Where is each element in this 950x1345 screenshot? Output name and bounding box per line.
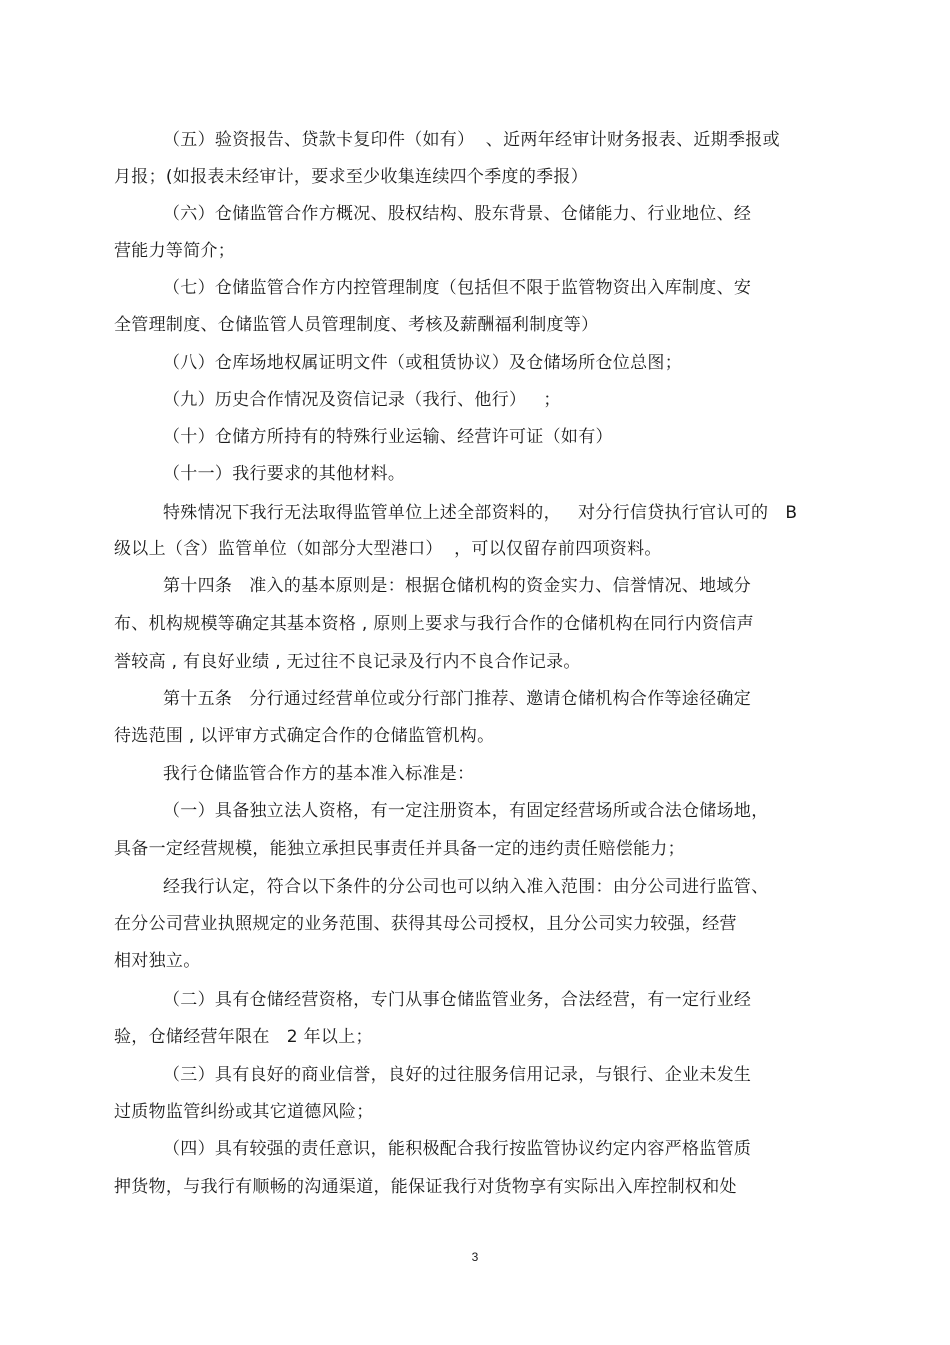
text-line: （八）仓库场地权属证明文件（或租赁协议）及仓储场所仓位总图； <box>163 353 682 373</box>
text-line: （二）具有仓储经营资格，专门从事仓储监管业务，合法经营，有一定行业经 <box>163 990 752 1010</box>
text-line: 我行仓储监管合作方的基本准入标准是： <box>163 764 475 784</box>
text-line: 誉较高 , 有良好业绩 , 无过往不良记录及行内不良合作记录。 <box>114 652 581 672</box>
text-line: 验，仓储经营年限在 2 年以上； <box>114 1027 373 1047</box>
text-line: 特殊情况下我行无法取得监管单位上述全部资料的， 对分行信贷执行官认可的 B <box>163 503 798 523</box>
text-line: （五）验资报告、贷款卡复印件（如有） 、近两年经审计财务报表、近期季报或 <box>163 130 780 150</box>
text-line: 第十四条 准入的基本原则是：根据仓储机构的资金实力、信誉情况、地域分 <box>163 576 752 596</box>
text-line: （四）具有较强的责任意识，能积极配合我行按监管协议约定内容严格监管质 <box>163 1139 752 1159</box>
text-line: 押货物，与我行有顺畅的沟通渠道，能保证我行对货物享有实际出入库控制权和处 <box>114 1177 737 1197</box>
text-line: 布、机构规模等确定其基本资格 , 原则上要求与我行合作的仓储机构在同行内资信声 <box>114 614 754 634</box>
text-line: 月报；(如报表未经审计，要求至少收集连续四个季度的季报） <box>114 167 589 187</box>
page-number: 3 <box>471 1250 479 1264</box>
text-line: 级以上（含）监管单位（如部分大型港口） ，可以仅留存前四项资料。 <box>114 539 662 559</box>
text-line: （十）仓储方所持有的特殊行业运输、经营许可证（如有） <box>163 427 613 447</box>
text-line: 具备一定经营规模，能独立承担民事责任并具备一定的违约责任赔偿能力； <box>114 839 685 859</box>
text-line: 相对独立。 <box>114 951 201 971</box>
text-line: 营能力等简介； <box>114 241 236 261</box>
text-line: 第十五条 分行通过经营单位或分行部门推荐、邀请仓储机构合作等途径确定 <box>163 689 752 709</box>
text-line: 过质物监管纠纷或其它道德风险； <box>114 1102 374 1122</box>
text-line: 待选范围 , 以评审方式确定合作的仓储监管机构。 <box>114 726 495 746</box>
text-line: 全管理制度、仓储监管人员管理制度、考核及薪酬福利制度等） <box>114 315 599 335</box>
text-line: （三）具有良好的商业信誉，良好的过往服务信用记录，与银行、企业未发生 <box>163 1065 752 1085</box>
text-line: （十一）我行要求的其他材料。 <box>163 464 406 484</box>
text-line: 经我行认定，符合以下条件的分公司也可以纳入准入范围：由分公司进行监管、 <box>163 877 769 897</box>
text-line: （六）仓储监管合作方概况、股权结构、股东背景、仓储能力、行业地位、经 <box>163 204 752 224</box>
text-line: 在分公司营业执照规定的业务范围、获得其母公司授权，且分公司实力较强，经营 <box>114 914 737 934</box>
text-line: （一）具备独立法人资格，有一定注册资本，有固定经营场所或合法仓储场地， <box>163 801 769 821</box>
text-line: （七）仓储监管合作方内控管理制度（包括但不限于监管物资出入库制度、安 <box>163 278 752 298</box>
text-line: （九）历史合作情况及资信记录（我行、他行） ； <box>163 390 561 410</box>
